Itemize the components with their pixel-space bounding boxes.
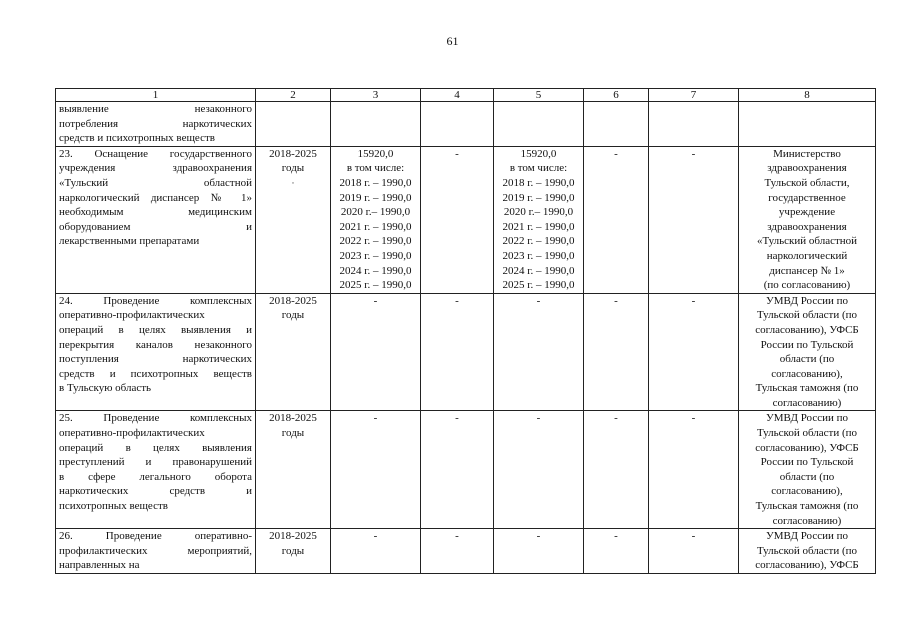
column-number-row [56, 89, 876, 102]
municipal-budget-cell: - [584, 293, 649, 411]
description-line: средств и психотропных веществ [59, 132, 215, 145]
description-line: перекрытия каналов незаконного [59, 338, 252, 351]
description-line: оборудованием и [59, 220, 252, 233]
description-line: психотропных веществ [59, 500, 168, 513]
measure-description-cell [56, 102, 256, 147]
table-row [56, 102, 876, 147]
funding-line: - [536, 412, 541, 425]
funding-total-cell [331, 529, 421, 574]
description-line: направленных на [59, 559, 140, 572]
column-header: 3 [331, 89, 421, 102]
period-cell [256, 146, 331, 293]
funding-line: 2023 г. – 1990,0 [339, 249, 412, 262]
extra-budget-cell: - [649, 146, 739, 293]
regional-budget-cell [494, 102, 584, 147]
table-row [56, 146, 876, 293]
description-line: наркологический диспансер № 1» [59, 191, 252, 204]
executor-line: здравоохранения [767, 162, 847, 175]
period-cell [256, 529, 331, 574]
measure-description-cell [56, 146, 256, 293]
executor-line: области (по [779, 470, 835, 483]
description-line: наркотических средств и [59, 485, 252, 498]
extra-budget-cell: - [649, 293, 739, 411]
executor-line: УМВД России по [765, 412, 849, 425]
executor-line: согласованию), УФСБ [755, 441, 859, 454]
executor-line: УМВД России по [765, 294, 849, 307]
description-line: потребления наркотических [59, 117, 252, 130]
description-line: необходимым медицинским [59, 206, 252, 219]
executor-line: (по согласованию) [763, 279, 851, 292]
executor-cell [739, 102, 876, 147]
regional-budget-cell [494, 293, 584, 411]
executor-line: области (по [779, 353, 835, 366]
executor-cell [739, 146, 876, 293]
column-header: 2 [256, 89, 331, 102]
funding-line: - [373, 530, 378, 543]
executor-line: России по Тульской [760, 338, 854, 351]
municipal-budget-cell [584, 102, 649, 147]
column-header: 1 [56, 89, 256, 102]
municipal-budget-cell: - [584, 529, 649, 574]
page-number: 61 [446, 34, 459, 48]
measure-description-cell [56, 411, 256, 529]
description-line: профилактических мероприятий, [59, 544, 252, 557]
executor-line: согласованию), [771, 367, 843, 380]
executor-line: Министерство [773, 147, 841, 160]
regional-budget-cell [494, 146, 584, 293]
description-line: в Тульскую область [59, 382, 152, 395]
period-cell [256, 293, 331, 411]
executor-line: диспансер № 1» [769, 264, 845, 277]
funding-line: 2019 г. – 1990,0 [502, 191, 575, 204]
executor-cell [739, 529, 876, 574]
funding-line: 2018 г. – 1990,0 [502, 176, 575, 189]
table-row [56, 529, 876, 574]
funding-line: 2025 г. – 1990,0 [339, 279, 412, 292]
description-line: 24. Проведение комплексных [59, 294, 252, 307]
regional-budget-cell [494, 411, 584, 529]
table-row [56, 293, 876, 411]
federal-budget-cell: - [421, 293, 494, 411]
description-line: 25. Проведение комплексных [59, 412, 252, 425]
executor-line: «Тульский областной [756, 235, 858, 248]
description-line: преступлений и правонарушений [59, 456, 252, 469]
executor-line: учреждение [778, 206, 836, 219]
funding-line: - [373, 412, 378, 425]
column-header: 4 [421, 89, 494, 102]
executor-line: Тульской области (по [756, 427, 858, 440]
description-line: операций в целях выявления [59, 441, 252, 454]
description-line: «Тульский областной [59, 176, 252, 189]
federal-budget-cell: - [421, 146, 494, 293]
column-header: 8 [739, 89, 876, 102]
funding-line: 2024 г. – 1990,0 [502, 264, 575, 277]
funding-line: в том числе: [346, 162, 405, 175]
extra-budget-cell: - [649, 529, 739, 574]
funding-line: 15920,0 [357, 147, 394, 160]
funding-line: 2018 г. – 1990,0 [339, 176, 412, 189]
measure-description-cell [56, 293, 256, 411]
funding-line: 2022 г. – 1990,0 [502, 235, 575, 248]
funding-line: - [536, 530, 541, 543]
column-header: 5 [494, 89, 584, 102]
funding-total-cell [331, 293, 421, 411]
description-line: выявление незаконного [59, 103, 252, 115]
municipal-budget-cell: - [584, 411, 649, 529]
funding-total-cell [331, 146, 421, 293]
description-line: операций в целях выявления и [59, 323, 252, 336]
executor-line: согласованию), УФСБ [755, 323, 859, 336]
period-line: 2018-2025 [269, 147, 317, 160]
executor-line: согласованию) [772, 396, 842, 409]
funding-total-cell [331, 411, 421, 529]
description-line: поступления наркотических [59, 353, 252, 366]
period-line: 2018-2025 [269, 530, 317, 543]
period-line: 2018-2025 [269, 294, 317, 307]
funding-line: 15920,0 [520, 147, 557, 160]
funding-line: 2021 г. – 1990,0 [339, 220, 412, 233]
federal-budget-cell: - [421, 411, 494, 529]
funding-line: 2022 г. – 1990,0 [339, 235, 412, 248]
executor-cell [739, 411, 876, 529]
period-cell [256, 411, 331, 529]
period-cell [256, 102, 331, 147]
extra-budget-cell [649, 102, 739, 147]
table-row [56, 411, 876, 529]
description-line: средств и психотропных веществ [59, 367, 252, 380]
funding-line: 2023 г. – 1990,0 [502, 249, 575, 262]
measure-description-cell [56, 529, 256, 574]
measures-table [55, 88, 876, 574]
description-line: 23. Оснащение государственного [59, 147, 252, 160]
municipal-budget-cell: - [584, 146, 649, 293]
period-line: годы [281, 544, 305, 557]
funding-total-cell [331, 102, 421, 147]
funding-line: 2025 г. – 1990,0 [502, 279, 575, 292]
federal-budget-cell [421, 102, 494, 147]
executor-line: Тульской области, [764, 176, 850, 189]
period-line: 2018-2025 [269, 412, 317, 425]
funding-line: 2024 г. – 1990,0 [339, 264, 412, 277]
description-line: оперативно-профилактических [59, 427, 205, 440]
description-line: 26. Проведение оперативно- [59, 530, 252, 543]
period-line: годы [281, 427, 305, 440]
executor-line: государственное [768, 191, 846, 204]
funding-line: 2020 г.– 1990,0 [503, 206, 574, 219]
funding-line: 2021 г. – 1990,0 [502, 220, 575, 233]
funding-line: - [373, 294, 378, 307]
executor-line: Тульской области (по [756, 544, 858, 557]
executor-cell [739, 293, 876, 411]
executor-line: УМВД России по [765, 530, 849, 543]
executor-line: согласованию), [771, 485, 843, 498]
executor-line: согласованию) [772, 514, 842, 527]
funding-line: 2020 г.– 1990,0 [340, 206, 411, 219]
executor-line: наркологический [766, 249, 848, 262]
extra-budget-cell: - [649, 411, 739, 529]
executor-line: здравоохранения [767, 220, 847, 233]
executor-line: Тульской области (по [756, 309, 858, 322]
column-header: 6 [584, 89, 649, 102]
period-line: годы [281, 162, 305, 175]
federal-budget-cell: - [421, 529, 494, 574]
description-line: лекарственными препаратами [59, 235, 200, 248]
executor-line: согласованию), УФСБ [755, 559, 859, 572]
executor-line: Тульская таможня (по [755, 500, 859, 513]
description-line: учреждения здравоохранения [59, 162, 252, 175]
regional-budget-cell [494, 529, 584, 574]
column-header: 7 [649, 89, 739, 102]
period-line: годы [281, 309, 305, 322]
description-line: в сфере легального оборота [59, 470, 252, 483]
mark: · [291, 177, 295, 188]
funding-line: - [536, 294, 541, 307]
description-line: оперативно-профилактических [59, 309, 205, 322]
funding-line: в том числе: [509, 162, 568, 175]
funding-line: 2019 г. – 1990,0 [339, 191, 412, 204]
executor-line: России по Тульской [760, 456, 854, 469]
executor-line: Тульская таможня (по [755, 382, 859, 395]
